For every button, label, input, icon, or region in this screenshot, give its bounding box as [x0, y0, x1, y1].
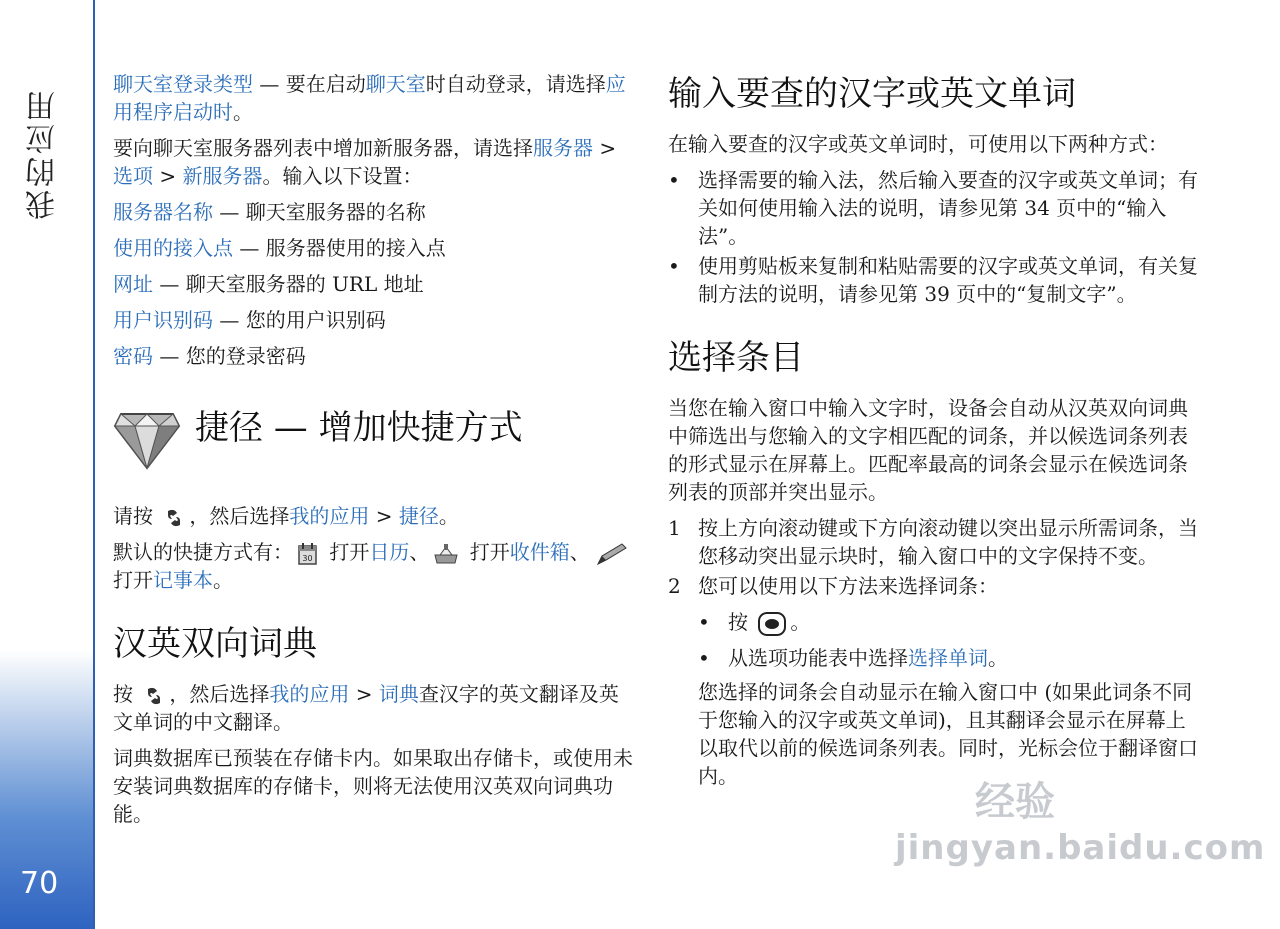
pen-icon — [594, 542, 628, 566]
select-heading: 选择条目 — [668, 338, 804, 378]
new-server-link[interactable]: 新服务器 — [182, 164, 263, 188]
bullet-dot: • — [698, 646, 710, 670]
setting-term[interactable]: 密码 — [113, 344, 153, 368]
separator: > — [349, 682, 379, 706]
method-press-key — [668, 608, 1198, 636]
text: 、 — [409, 540, 430, 564]
dictionary-link[interactable]: 词典 — [378, 682, 419, 706]
text: 查汉字的英文翻译及英文单词的中文翻译。 — [113, 682, 619, 734]
text: 打开 — [323, 540, 370, 564]
select-intro: 当您在输入窗口中输入文字时，设备会自动从汉英双向词典中筛选出与您输入的文字相匹配的词条，并以候选词条列表的形式显示在屏幕上。匹配率最高的词条会显示在候选词条列表的顶部并突出显示。 — [668, 396, 1188, 504]
text: 打开 — [113, 568, 153, 592]
menu-key-icon — [143, 685, 165, 707]
shortcuts-header — [113, 404, 633, 484]
text: 时自动登录，请选择 — [425, 72, 606, 96]
input-bullet — [668, 252, 1198, 308]
shortcuts-link[interactable]: 捷径 — [398, 504, 439, 528]
setting-term[interactable]: 使用的接入点 — [113, 236, 233, 260]
left-column — [113, 70, 633, 836]
setting-url — [113, 270, 633, 298]
svg-text:30: 30 — [302, 553, 313, 563]
input-intro: 在输入要查的汉字或英文单词时，可使用以下两种方式： — [668, 132, 1168, 156]
text: ，然后选择 — [189, 504, 290, 528]
result-paragraph: 您选择的词条会自动显示在输入窗口中 (如果此词条不同于您输入的汉字或英文单词)，且其翻译会显示在屏幕上以取代以前的候选词条列表。同时，光标会位于翻译窗口内。 — [698, 680, 1198, 788]
text: 按 — [728, 610, 748, 634]
login-type-link[interactable]: 聊天室登录类型 — [113, 72, 253, 96]
notes-link[interactable]: 记事本 — [153, 568, 213, 592]
bullet-text: 选择需要的输入法，然后输入要查的汉字或英文单词；有关如何使用输入法的说明，请参见第 34 页中的“输入法”。 — [698, 168, 1198, 248]
page-number: 70 — [20, 866, 59, 901]
step-1 — [668, 514, 1198, 570]
login-type-paragraph — [113, 70, 633, 126]
menu-key-icon — [163, 507, 185, 529]
text: 。 — [988, 646, 1008, 670]
setting-desc: — 聊天室服务器的 URL 地址 — [153, 272, 424, 296]
watermark-logo-text: 经验 — [975, 779, 1055, 825]
calendar-link[interactable]: 日历 — [369, 540, 410, 564]
text: 。 — [213, 568, 233, 592]
inbox-link[interactable]: 收件箱 — [509, 540, 570, 564]
step-2 — [668, 572, 1198, 600]
bullet-dot: • — [698, 610, 710, 634]
text: 。 — [438, 504, 459, 528]
text: — 要在启动 — [253, 72, 366, 96]
setting-access-point — [113, 234, 633, 262]
text: 。输入以下设置： — [262, 164, 423, 188]
setting-term[interactable]: 用户识别码 — [113, 308, 213, 332]
select-key-icon — [758, 612, 786, 636]
text: 请按 — [113, 504, 153, 528]
watermark — [895, 770, 1266, 880]
default-shortcuts — [113, 538, 633, 594]
bullet-dot: • — [668, 254, 680, 278]
right-column — [668, 70, 1198, 790]
setting-desc: — 您的登录密码 — [153, 344, 306, 368]
inbox-icon — [433, 543, 459, 565]
dictionary-heading: 汉英双向词典 — [113, 624, 317, 664]
text: ，然后选择 — [169, 682, 270, 706]
shortcuts-heading: 捷径 — 增加快捷方式 — [195, 408, 523, 448]
section-title: 我的应用 — [26, 88, 61, 220]
setting-desc: — 聊天室服务器的名称 — [213, 200, 426, 224]
my-apps-link[interactable]: 我的应用 — [269, 682, 350, 706]
step-text: 您可以使用以下方法来选择词条： — [698, 574, 998, 598]
my-apps-link[interactable]: 我的应用 — [289, 504, 370, 528]
method-options-menu — [668, 644, 1198, 672]
select-word-link[interactable]: 选择单词 — [908, 646, 988, 670]
text: 默认的快捷方式有： — [113, 540, 293, 564]
setting-desc: — 服务器使用的接入点 — [233, 236, 446, 260]
input-bullet — [668, 166, 1198, 250]
text: 要向聊天室服务器列表中增加新服务器，请选择 — [113, 136, 533, 160]
setting-desc: — 您的用户识别码 — [213, 308, 386, 332]
dictionary-instruction — [113, 680, 633, 736]
setting-password — [113, 342, 633, 370]
diamond-icon — [113, 408, 181, 470]
bullet-text: 使用剪贴板来复制和粘贴需要的汉字或英文单词，有关复制方法的说明，请参见第 39 页中的“复制文字”。 — [698, 254, 1198, 306]
text: 。 — [790, 610, 811, 634]
separator: > — [153, 164, 183, 188]
step-text: 按上方向滚动键或下方向滚动键以突出显示所需词条，当您移动突出显示块时，输入窗口中的文字保持不变。 — [698, 516, 1198, 568]
app-start-link[interactable]: 应用程序启动时 — [113, 72, 626, 124]
text: 、 — [569, 540, 590, 564]
input-heading: 输入要查的汉字或英文单词 — [668, 74, 1076, 114]
separator: > — [593, 136, 617, 160]
dictionary-note: 词典数据库已预装在存储卡内。如果取出存储卡，或使用未安装词典数据库的存储卡，则将无法使用汉英双向词典功能。 — [113, 746, 633, 826]
options-link[interactable]: 选项 — [113, 164, 153, 188]
text: 。 — [233, 100, 253, 124]
servers-link[interactable]: 服务器 — [533, 136, 593, 160]
setting-user-id — [113, 306, 633, 334]
add-server-paragraph — [113, 134, 633, 190]
calendar-icon — [297, 542, 319, 566]
shortcuts-instruction — [113, 502, 633, 530]
chat-link[interactable]: 聊天室 — [365, 72, 426, 96]
setting-term[interactable]: 服务器名称 — [113, 200, 213, 224]
watermark-url: jingyan.baidu.com — [895, 828, 1266, 868]
sidebar — [0, 0, 95, 929]
setting-term[interactable]: 网址 — [113, 272, 153, 296]
bullet-dot: • — [668, 168, 680, 192]
text: 从选项功能表中选择 — [728, 646, 908, 670]
separator: > — [369, 504, 399, 528]
setting-server-name — [113, 198, 633, 226]
text: 打开 — [463, 540, 510, 564]
step-number: 1 — [668, 516, 681, 540]
step-number: 2 — [668, 574, 681, 598]
text: 按 — [113, 682, 133, 706]
